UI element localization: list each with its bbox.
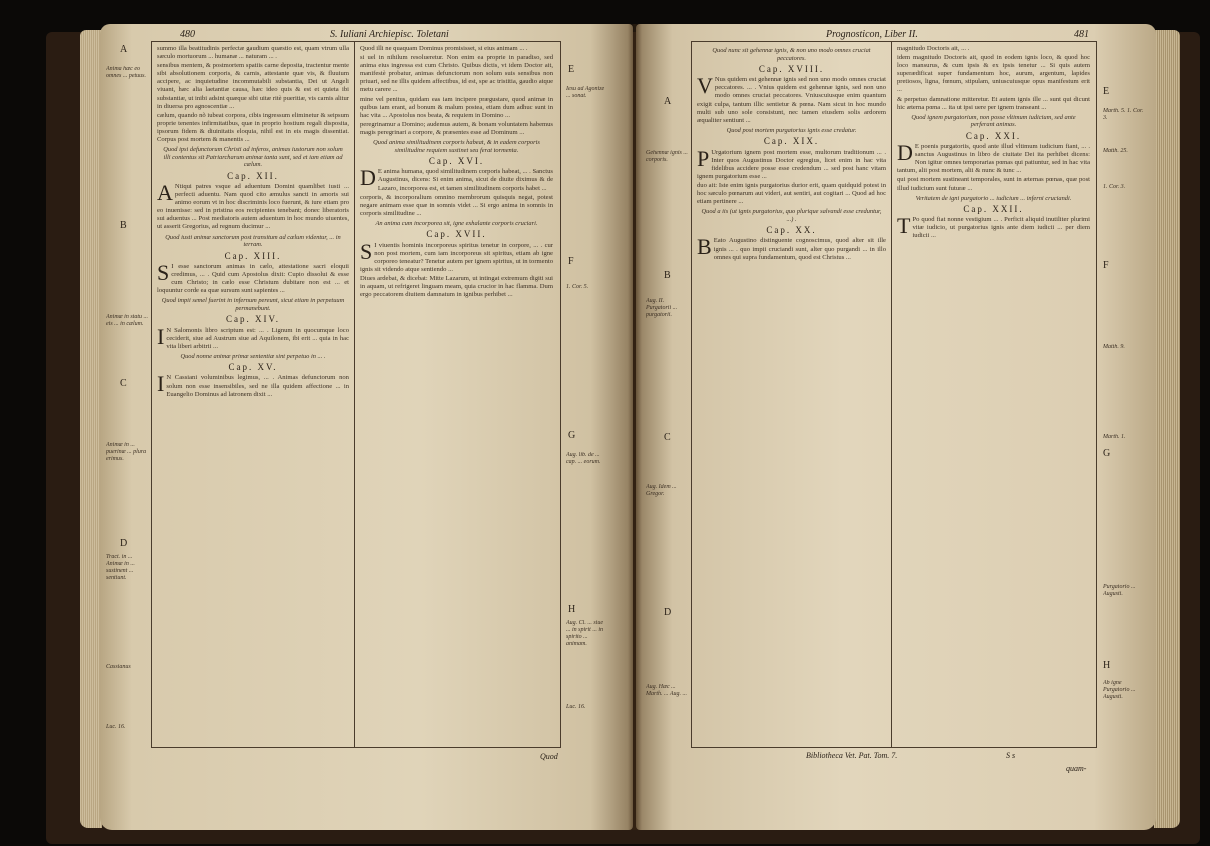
chapter-rubric: Quod impii semel fuerint in infernum pereunt, sicut etiam in perpetuum permanebunt. bbox=[161, 297, 345, 312]
chapter-heading: Cap. XIII. bbox=[224, 250, 282, 261]
inner-margin-note: Aug. lib. de ... cap. ... eorum. bbox=[566, 452, 601, 465]
inner-margin-note: Aug. Cl. ... siue ... in spirit ... in spirito ... animam. bbox=[566, 620, 604, 647]
left-page bbox=[100, 24, 633, 830]
right-margin-note: Gehennæ ignis ... corporis. bbox=[646, 150, 688, 163]
chapter-rubric: Quod nunc sit gehennæ ignis, & non uno modo omnes cruciat peccatores. bbox=[712, 47, 871, 62]
inner-margin-note: Iesu ad Agonize ... sonat. bbox=[566, 86, 605, 99]
right-page bbox=[636, 24, 1156, 830]
paragraph: qui post mortem sustineant temporales, sunt in æternas pœnas, quæ post illud iudicium sunt futuræ ... bbox=[897, 176, 1090, 192]
right-margin-note: 1. Cor. 3. bbox=[1103, 184, 1126, 190]
right-page-edges bbox=[1154, 30, 1180, 828]
paragraph: D E poenis purgatoriis, quod ante illud vltimum iudicium fiant, ... . sanctus Augustinus in libro de ciuitate Dei ita perhibet dicens: Non igitur omnes temporarias pœnas qui patiuntur, sed in hac vita tantum, alii post mortem, alii & nunc & tunc ... bbox=[897, 140, 1090, 175]
drop-cap: V bbox=[697, 73, 713, 99]
paragraph: B Eato Augustino distinguente cognoscimus, quod alter sit ille ignis ... . quo impii cruciandi sunt, alter quo purgandi ... in illo omnes qui supra fundamentum, quod est Christus ... bbox=[697, 234, 886, 261]
paragraph: idem magnitudo Doctoris ait, quod in eodem ignis loco, & quod hoc loco mansurus, & cum ipsis & ex ipsis tenetur ... Si quis autem superædificat super fundamentum hoc, aurum, argentum, lapides pretiosos, ligna, fœnum, stipulam, uniuscuiusque opus manifestum erit ... bbox=[897, 54, 1090, 94]
left-margin-letter-c: C bbox=[120, 378, 127, 389]
chapter-heading: Cap. XIV. bbox=[225, 314, 281, 325]
right-margin-letter-c: C bbox=[664, 432, 671, 443]
drop-cap: S bbox=[360, 238, 373, 264]
right-column-2 bbox=[897, 45, 1090, 743]
right-margin-note: Matth. 9. bbox=[1103, 344, 1125, 350]
drop-cap: A bbox=[157, 180, 173, 205]
paragraph: duo ait: Iste enim ignis purgatorius durior erit, quam quidquid potest in hoc sæculo pœnarum aut videri, aut sentiri, aut cogitari ... Quod ad hoc etiam pertinere ... bbox=[697, 181, 886, 206]
left-margin-note: Tract. in ... Animæ in ... sustinent ... sentiunt. bbox=[106, 554, 135, 581]
paragraph: & perpetuo damnatione mitteretur. Et autem ignis ille ... sunt qui dicunt hic æterna pœna ... ita ut ipsi uere per ignem transeant ... bbox=[897, 95, 1090, 111]
left-margin-letter-a: A bbox=[120, 44, 128, 55]
paragraph: Diues ardebat, & dicebat: Mitte Lazarum, ut intingat extremum digiti sui in aquam, ut refrigeret linguam meam, quia crucior in hac flamma. Dum ergo peccatorem diuitem damnatum in ignibus perhibet ... bbox=[360, 274, 553, 299]
chapter-rubric: Quod iusti animæ sanctorum post transitum ad cælum videntur, ... in terram. bbox=[165, 233, 341, 249]
right-running-head: Prognosticon, Liber II. bbox=[826, 29, 918, 40]
chapter-heading: Cap. XIX. bbox=[763, 136, 820, 147]
paragraph: cælum, quando nõ iubeat corpora, cibis ingressum eliminetur & seipsum proprie tenentes infirmitatibus, quæ in proprio hostium regali disposita, ipsorum fidem & diuinitatis eloquia, nihil est in eis magis dissentiat. Corpus post mortem & manentis ... bbox=[157, 111, 349, 144]
chapter-rubric: An anima cum incorporea sit, igne exhalante corporis cruciari. bbox=[375, 219, 538, 227]
signature-line: Bibliotheca Vet. Pat. Tom. 7. bbox=[806, 751, 898, 760]
paragraph: S I viuentis hominis incorporeus spiritus tenetur in corpore, ... . cur non post mortem, cum iam incorporeus sit spiritus, etiam ab igne corporeo teneatur? Tenetur autem per ignem spiritus, ut in tormento ignis sit videndo atque sentiendo ... bbox=[360, 238, 553, 273]
chapter-rubric: Quod anima similitudinem corporis habeat, & in eadem corporis similitudine requiem sustinet seu ferat tormenta. bbox=[373, 139, 540, 154]
left-margin-letter-d: D bbox=[120, 538, 128, 549]
right-margin-letter-e: E bbox=[1103, 86, 1110, 97]
left-page-edges bbox=[80, 30, 102, 828]
drop-cap: I bbox=[157, 371, 165, 397]
inner-margin-letter-h: H bbox=[568, 604, 576, 615]
book-gutter bbox=[628, 24, 642, 830]
chapter-heading: Cap. XV. bbox=[228, 362, 278, 373]
right-margin-letter-f: F bbox=[1103, 260, 1109, 271]
paragraph: corporis, & incorporalium omnino membrorum quisquis negat, potest negare animam esse quæ in somnis videt ... Si ergo anima in somnis in corporis similitudine ... bbox=[360, 193, 553, 217]
right-margin-note: Aug. Hæc ... Marth. ... Aug. ... bbox=[646, 684, 688, 697]
right-margin-note: Purgatorio ... Augusti. bbox=[1103, 584, 1136, 597]
paragraph: si uel in nihilum resolueretur. Non enim ea proprie in paradiso, sed anima eius ingressa est cum Christo. Quibus dictis, vt idem Doctor ait, manifestè probatur, animas defunctorum non solum suis sensibus non priuari, sed ne illis quidem affectibus, id est, spe ac tristitia, gaudio atque metu carere ... bbox=[360, 54, 553, 94]
paragraph: V Nus quidem est gehennæ ignis sed non uno modo omnes cruciat peccatores. ... . Vnius quidem est gehennæ ignis, sed non uno modo omnes cruciat peccatores. Vniuscuiusque enim quantum exigit culpa, tantum illic sentietur & pœna. Nam sicut in hoc mundo multi sub uno sole consistunt, nec tamen eiusdem solis ardorem æqualiter sentiunt ... bbox=[697, 73, 886, 124]
chapter-rubric: Quod post mortem purgatorius ignis esse credatur. bbox=[726, 126, 857, 134]
right-catchword: quam- bbox=[1066, 764, 1087, 773]
paragraph: I N Salomonis libro scriptum est: ... . Lignum in quocumque loco ceciderit, siue ad Austrum siue ad Aquilonem, ibi erit ... quia in hac vita liberi arbitrii ... bbox=[157, 323, 349, 350]
paragraph: sensibus mentem, & postmortem spatiis carne deposita, tractentur mente sibi absolutionem corporis, & carnis, attestante quæ vis, & fluuium accipere, ac inquietudine incommutabili substantia, Dei ut Angeli viuant, hæc alia laetantiæ causa, hæc ideo quis & est et quieta ibi substantiæ, ut inibi adsint quæque sibi uitæ ritè pueritiæ, vis carnis alitur in diuersa pro agnoscentiæ ... bbox=[157, 62, 349, 110]
paragraph: T Po quod fiat nonne vestigium ... . Perficit aliquid inutiliter plurimi vitæ iudicio, ut purgatorius ignis ante diem iudicii ... per diem iudicii ... bbox=[897, 213, 1090, 240]
chapter-heading: Cap. XVIII. bbox=[758, 64, 825, 75]
drop-cap: B bbox=[697, 234, 712, 260]
right-margin-note: Aug. II. Purgatorii ... purgatorii. bbox=[646, 298, 678, 318]
right-margin-note: Matth. 25. bbox=[1103, 148, 1128, 154]
left-margin-note: Anima hæc eo omnes ... petuus. bbox=[106, 66, 146, 79]
right-margin-note: Ab igne Purgatorio ... Augusti. bbox=[1103, 680, 1136, 700]
left-margin-note: Animæ in ... puerinæ ... plura erimus. bbox=[106, 442, 147, 462]
chapter-heading: Cap. XVI. bbox=[428, 156, 485, 167]
left-catchword: Quod bbox=[540, 752, 558, 761]
paragraph: S I esse sanctorum animas in cælo, attestatione sacri eloquii credimus, ... . Quid cum Apostolus dixit: Cupio dissolui & esse cum Christo; in cælo esse Christum dubitare non est ... et loquuntur corde ea quæ sursum sunt sapientes ... bbox=[157, 259, 349, 295]
left-column-rule bbox=[354, 41, 355, 747]
drop-cap: T bbox=[897, 213, 911, 239]
drop-cap: S bbox=[157, 259, 170, 285]
drop-cap: I bbox=[157, 323, 165, 349]
inner-margin-letter-g: G bbox=[568, 430, 576, 441]
signature-mark: S s bbox=[1006, 751, 1016, 760]
right-margin-letter-h: H bbox=[1103, 660, 1111, 671]
drop-cap: D bbox=[897, 140, 913, 166]
chapter-rubric: Quod nonne animæ primæ sententiæ sint perpetuo in ... . bbox=[180, 352, 326, 360]
open-book bbox=[38, 10, 1188, 842]
inner-margin-letter-f: F bbox=[568, 256, 574, 267]
inner-margin-note: 1. Cor. 5. bbox=[566, 284, 589, 290]
paragraph: magnitudo Doctoris ait, ... . bbox=[897, 45, 970, 52]
inner-margin-note: Luc. 16. bbox=[566, 704, 586, 710]
chapter-heading: Cap. XVII. bbox=[426, 229, 487, 240]
right-column-rule bbox=[891, 41, 892, 747]
drop-cap: D bbox=[360, 165, 376, 191]
right-margin-note: Aug. Idem ... Gregor. bbox=[646, 484, 677, 497]
right-margin-letter-b: B bbox=[664, 270, 671, 281]
chapter-heading: Cap. XII. bbox=[227, 170, 279, 181]
left-column-1 bbox=[157, 45, 349, 743]
chapter-heading: Cap. XXI. bbox=[965, 130, 1022, 141]
right-margin-letter-d: D bbox=[664, 607, 672, 618]
chapter-heading: Cap. XXII. bbox=[963, 204, 1024, 215]
right-margin-note: Marth. 5. 1. Cor. 3. bbox=[1103, 108, 1144, 121]
drop-cap: P bbox=[697, 145, 710, 171]
right-page-number: 481 bbox=[1074, 29, 1089, 40]
right-column-1 bbox=[697, 45, 886, 743]
paragraph: A Ntiqui patres vsque ad aduentum Domini quamlibet iusti ... perfecti aduentu. Nam quod cito æmulus sancti in amoris sui animo eorum vt in hoc discriminis loco fuerunt, & iure etiam pro eo inuenisse: sed in pristina eos recipientes tenebant; donec liberatoris sui aduentus ... Post mediatoris autem aduentum in hoc mundo uiuentes, ut asserit Gregorius, ad regnum ducimur ... bbox=[157, 180, 349, 231]
right-margin-note: Marth. 1. bbox=[1103, 434, 1126, 440]
left-running-head: S. Iuliani Archiepisc. Toletani bbox=[330, 29, 449, 40]
left-margin-note: Animæ in statu ... eis ... in cælum. bbox=[106, 314, 148, 327]
inner-margin-letter-e: E bbox=[568, 64, 575, 75]
paragraph: I N Cassiani voluminibus legimus, ... . Animas defunctorum non solum non esse insensibiles, sed ne illa quidem affectione ... in Euangelio Dominus ad latronem dixit ... bbox=[157, 371, 349, 398]
left-margin-note: Luc. 16. bbox=[106, 724, 126, 730]
paragraph: D E anima humana, quod similitudinem corporis habeat, ... . Sanctus Augustinus, dicens: Si enim anima, sicut de diuite diximus & de Lazaro, incorporea est, et tamen similitudinem corporis habet ... bbox=[360, 165, 553, 192]
left-column-2 bbox=[360, 45, 553, 743]
right-margin-letter-a: A bbox=[664, 96, 672, 107]
chapter-rubric: Quod a iis (ut ignis purgatorius, quo plurique salvandi esse creduntur, ...) . bbox=[701, 208, 882, 223]
left-margin-note: Cassianus bbox=[106, 664, 131, 670]
left-page-number: 480 bbox=[180, 29, 195, 40]
paragraph: peregrinamur a Domino; audemus autem, & bonam voluntatem habemus magis peregrinari a corpore, & præsentes esse ad Dominum ... bbox=[360, 120, 553, 136]
paragraph: Quod illi ne quaquam Dominus promisisset, si eius animam ... . bbox=[360, 45, 528, 52]
chapter-rubric: Quod ipsi defunctorum Christi ad inferos, animas iustorum non solum illi contentus sit Patriarcharum animæ tanta sunt, sed et iam etiam ad cælum. bbox=[163, 146, 343, 169]
right-margin-letter-g: G bbox=[1103, 448, 1111, 459]
paragraph: mine vel penitus, quidam eas iam incipere prægustare, quod animæ in quibus iam erant, ad bonum & malum postea, etiam dum adhuc sunt in hac vita ... Apostolus nos beata, & requiem in Domino ... bbox=[360, 95, 553, 119]
chapter-rubric: Veritatem de igni purgatorio ... iudicium ... inferni cruciandi. bbox=[915, 194, 1072, 202]
paragraph: summo illa beatitudinis perfectæ gaudium quæstio est, quam vtrum ulla sæculo mortuorum ... humanæ ... naturam ... . bbox=[157, 45, 349, 61]
chapter-heading: Cap. XX. bbox=[766, 225, 817, 236]
left-margin-letter-b: B bbox=[120, 220, 127, 231]
chapter-rubric: Quod ignem purgatorium, non posse vltimum iudicium, sed ante perferant animas. bbox=[911, 113, 1076, 129]
paragraph: P Urgatorium ignem post mortem esse, multorum traditionum ... . Inter quos Augustinus Doctor egregius, licet enim in hac vita fidelibus accidere posse esse credendum ... sed post hanc vitam ignem purgatorium esse ... bbox=[697, 145, 886, 180]
